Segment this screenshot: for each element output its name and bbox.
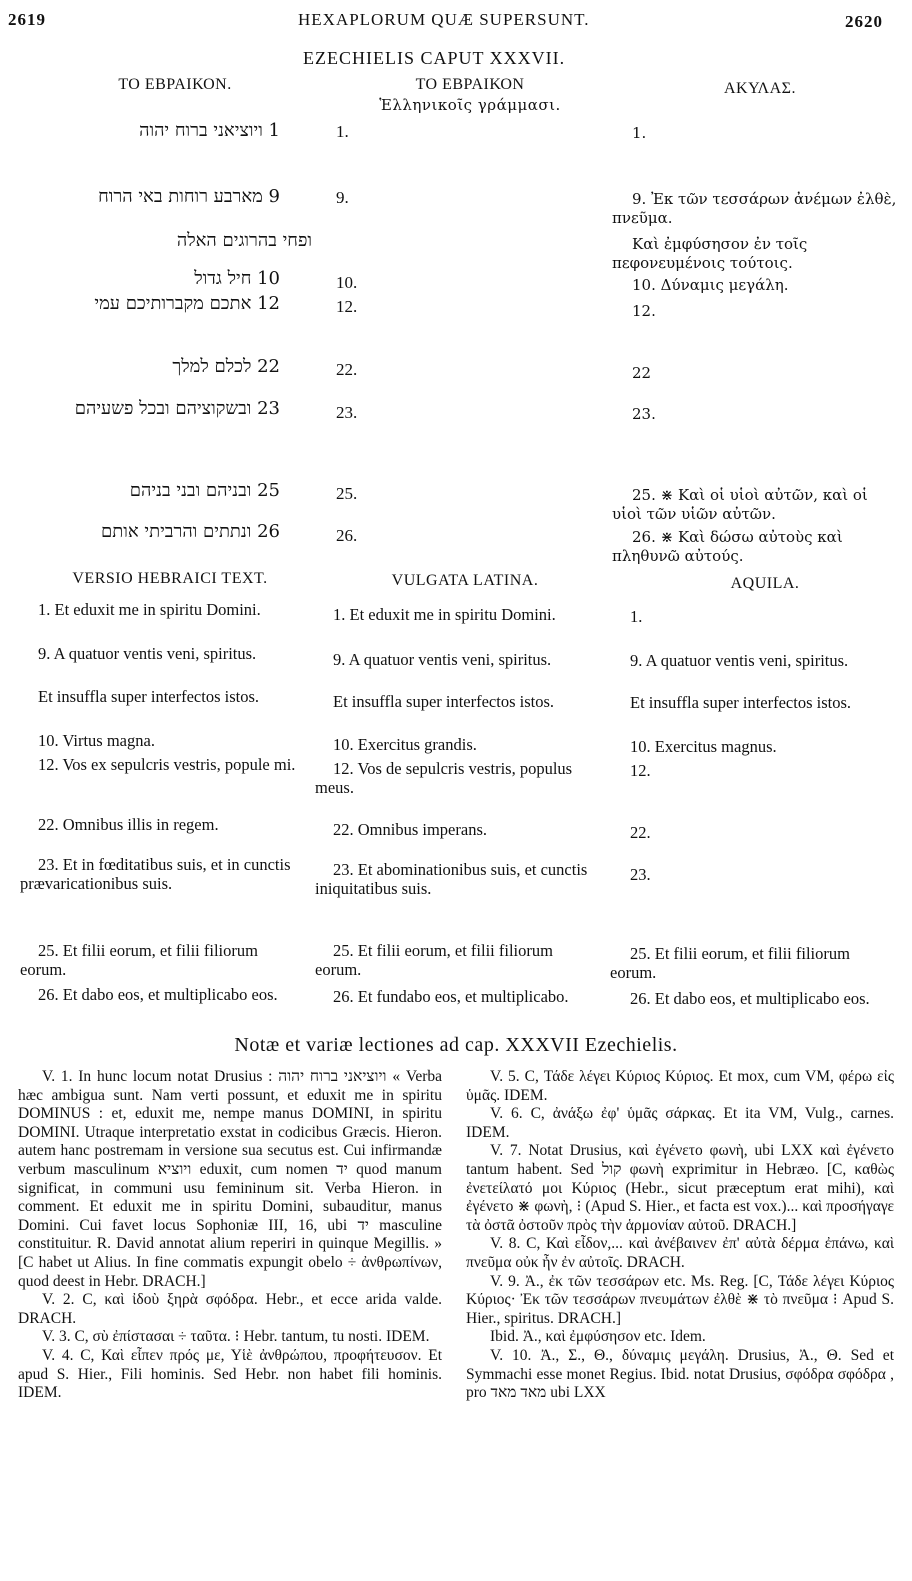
- vulgata-line: 9. A quatuor ventis veni, spiritus.: [333, 650, 552, 669]
- verse-number: 9.: [336, 188, 349, 207]
- hebrew-line: 23 ובשקוציהם ובכל פשעיהם: [74, 398, 280, 419]
- page-number-right: 2620: [845, 12, 883, 31]
- note-paragraph: V. 4. C, Καὶ εἶπεν πρός με, Υἱὲ ἀνθρώπου, προφήτευσον. Et apud S. Hier., Fili hominis. Sed Hebr. non habet fili hominis. IDEM.: [18, 1346, 442, 1402]
- aquila-greek-line: 10. Δύναμις μεγάλη.: [632, 276, 789, 294]
- versio-line: 23. Et in fœditatibus suis, et in cunctis prævaricationibus suis.: [20, 855, 291, 893]
- aquila-greek-line: 12.: [632, 302, 656, 320]
- hebrew-line: 1 ויוציאני ברוח יהוה: [139, 120, 280, 141]
- versio-line: 25. Et filii eorum, et filii filiorum eorum.: [20, 941, 258, 979]
- note-paragraph: V. 3. C, σὺ ἐπίστασαι ÷ ταῦτα. ⁝ Hebr. tantum, tu nosti. IDEM.: [42, 1328, 430, 1346]
- note-paragraph: V. 7. Notat Drusius, καὶ ἐγένετο φωνὴ, ubi LXX καὶ ἐγένετο tantum habent. Sed קול φωνὴ exprimitur in Hebræo. [C, καθὼς ἐνετείλατό μοι Κύριος (Hebr., sicut præceptum erat mihi), καὶ ἐγένετο ⋇ φωνὴ, ⁝ (Apud S. Hier., et facta est vox.)... καὶ προσήγαγε τὰ ὀστᾶ ὀστοῦν πρὸς τὴν ἁρμονίαν αὐτοῦ. DRACH.]: [466, 1142, 894, 1234]
- note-paragraph: V. 6. C, ἀνάξω ἐφ' ὑμᾶς σάρκας. Et ita VM, Vulg., carnes. IDEM.: [466, 1105, 894, 1141]
- aquila-latin-line: 1.: [630, 607, 643, 626]
- note-paragraph: V. 10. Ἀ., Σ., Θ., δύναμις μεγάλη. Drusius, Ἀ., Θ. Sed et Symmachi esse monet Regius. Ibid. notat Drusius, σφόδρα σφόδρα , pro מאד מאד ubi LXX: [466, 1346, 894, 1402]
- note-paragraph: V. 1. In hunc locum notat Drusius : ויוציאני ברוח יהוה « Verba hæc ambigua sunt. Nam verti possunt, et eduxit me in spiritu DOMINUS : et, eduxit me, nempe manus DOMINI, in spiritu DOMINI. Utraque interpretatio exstat in codicibus Græcis. Hieron. autem hanc postremam in versione sua secutus est. Cui infirmandæ verbum masculinum ויוציא eduxit, cum nomen יד quod manum significat, in communi usu femininum sit. Verba Hieron. in comment. Et eduxit me in spiritu Domini, subauditur, manus Domini. Cui favet locus Sophoniæ III, 16, ubi יד masculine constituitur. R. David annotat alium reperiri in quinque Megillis. » [C habet ut Alius. In fine commatis expungit obelo ÷ ἀνθρωπίνων, quod deest in Hebr. DRACH.]: [18, 1068, 443, 1290]
- hebrew-line: 12 אתכם מקברותיכם עמי: [94, 293, 280, 314]
- aquila-greek-line: 25. ⋇ Καὶ οἱ υἱοὶ αὐτῶν, καὶ οἱ υἱοὶ τῶν υἱῶν αὐτῶν.: [612, 486, 868, 523]
- vulgata-line: 10. Exercitus grandis.: [333, 735, 477, 754]
- notes-title: Notæ et variæ lectiones ad cap. XXXVII Ezechielis.: [234, 1034, 678, 1056]
- hebrew-line: 26 ונתתים והרביתי אותם: [101, 521, 280, 542]
- col-vulgata-head: VULGATA LATINA.: [391, 572, 539, 589]
- notes-right-column: [466, 1068, 894, 1403]
- notes-left-column: [18, 1068, 442, 1403]
- aquila-greek-line: Καὶ ἐμφύσησον ἐν τοῖς πεφονευμένοις τούτοις.: [612, 235, 808, 272]
- aquila-greek-line: 23.: [632, 405, 656, 423]
- note-paragraph: V. 2. C, καὶ ἰδοὺ ξηρὰ σφόδρα. Hebr., et ecce arida valde. DRACH.: [18, 1291, 442, 1327]
- aquila-latin-line: 10. Exercitus magnus.: [630, 737, 777, 756]
- aquila-greek-line: 26. ⋇ Καὶ δώσω αὐτοὺς καὶ πληθυνῶ αὐτούς.: [612, 528, 843, 565]
- vulgata-line: 22. Omnibus imperans.: [333, 820, 487, 839]
- page-number-left: 2619: [8, 10, 46, 29]
- vulgata-line: 23. Et abominationibus suis, et cunctis iniquitatibus suis.: [315, 860, 588, 898]
- versio-line: 12. Vos ex sepulcris vestris, popule mi.: [38, 755, 296, 774]
- versio-line: Et insuffla super interfectos istos.: [38, 687, 260, 706]
- vulgata-line: 25. Et filii eorum, et filii filiorum eorum.: [315, 941, 553, 979]
- aquila-latin-line: 23.: [630, 865, 651, 884]
- note-paragraph: Ibid. Ἀ., καὶ ἐμφύσησον etc. Idem.: [490, 1328, 706, 1346]
- hebrew-line: 9 מארבע רוחות באי הרוח: [98, 186, 280, 207]
- aquila-greek-line: 9. Ἐκ τῶν τεσσάρων ἀνέμων ἐλθὲ, πνεῦμα.: [612, 190, 897, 227]
- versio-line: 10. Virtus magna.: [38, 731, 155, 750]
- aquila-latin-line: 22.: [630, 823, 651, 842]
- col-hebrew-head: ΤΟ ΕΒΡΑΙΚΟΝ.: [118, 76, 232, 93]
- vulgata-line: Et insuffla super interfectos istos.: [333, 692, 555, 711]
- col-greek-letters-head: ΤΟ ΕΒΡΑΙΚΟΝ: [415, 76, 525, 93]
- hebrew-line: 22 לכלם למלך: [172, 356, 280, 377]
- hebrew-line: 25 ובניהם ובני בניהם: [129, 480, 280, 501]
- verse-number: 26.: [336, 526, 358, 545]
- versio-line: 1. Et eduxit me in spiritu Domini.: [38, 600, 261, 619]
- versio-line: 26. Et dabo eos, et multiplicabo eos.: [38, 985, 278, 1004]
- vulgata-line: 26. Et fundabo eos, et multiplicabo.: [333, 987, 569, 1006]
- aquila-latin-line: 26. Et dabo eos, et multiplicabo eos.: [630, 989, 870, 1008]
- vulgata-line: 12. Vos de sepulcris vestris, populus meus.: [315, 759, 573, 797]
- vulgata-line: 1. Et eduxit me in spiritu Domini.: [333, 605, 556, 624]
- versio-line: 22. Omnibus illis in regem.: [38, 815, 219, 834]
- verse-number: 1.: [336, 122, 349, 141]
- aquila-latin-line: Et insuffla super interfectos istos.: [630, 693, 852, 712]
- verse-number: 25.: [336, 484, 358, 503]
- verse-number: 12.: [336, 297, 358, 316]
- hebrew-line: 10 חיל גדול: [194, 268, 280, 289]
- running-title: HEXAPLORUM QUÆ SUPERSUNT.: [298, 10, 590, 29]
- aquila-greek-line: 22: [632, 364, 652, 382]
- note-paragraph: V. 5. C, Τάδε λέγει Κύριος Κύριος. Et mox, cum VM, φέρω εἰς ὑμᾶς. IDEM.: [466, 1068, 894, 1104]
- verse-number: 23.: [336, 403, 358, 422]
- verse-number: 10.: [336, 273, 358, 292]
- chapter-title: EZECHIELIS CAPUT XXXVII.: [303, 48, 566, 68]
- col-greek-letters-subhead: Ἑλληνικοῖς γράμμασι.: [379, 96, 561, 114]
- aquila-greek-line: 1.: [632, 124, 647, 142]
- versio-line: 9. A quatuor ventis veni, spiritus.: [38, 644, 257, 663]
- verse-number: 22.: [336, 360, 358, 379]
- col-versio-head: VERSIO HEBRAICI TEXT.: [72, 570, 268, 587]
- aquila-latin-line: 25. Et filii eorum, et filii filiorum eorum.: [610, 944, 850, 982]
- col-aquila-head: ΑΚΥΛΑΣ.: [723, 80, 796, 97]
- aquila-latin-line: 12.: [630, 761, 651, 780]
- note-paragraph: V. 9. Ἀ., ἐκ τῶν τεσσάρων etc. Ms. Reg. [C, Τάδε λέγει Κύριος Κύριος· Ἐκ τῶν τεσσάρων πνευμάτων ἐλθὲ ⋇ τὸ πνεῦμα ⁝ Apud S. Hier., spiritus. DRACH.]: [466, 1272, 894, 1327]
- hebrew-line: ופחי בהרוגים האלה: [176, 230, 312, 251]
- aquila-latin-line: 9. A quatuor ventis veni, spiritus.: [630, 651, 849, 670]
- note-paragraph: V. 8. C, Καὶ εἶδον,... καὶ ἀνέβαινεν ἐπ' αὐτὰ δέρμα ἐπάνω, καὶ πνεῦμα οὐκ ἦν ἐν αὐτοῖς. DRACH.: [466, 1235, 894, 1271]
- col-aquila-latin-head: AQUILA.: [730, 575, 800, 592]
